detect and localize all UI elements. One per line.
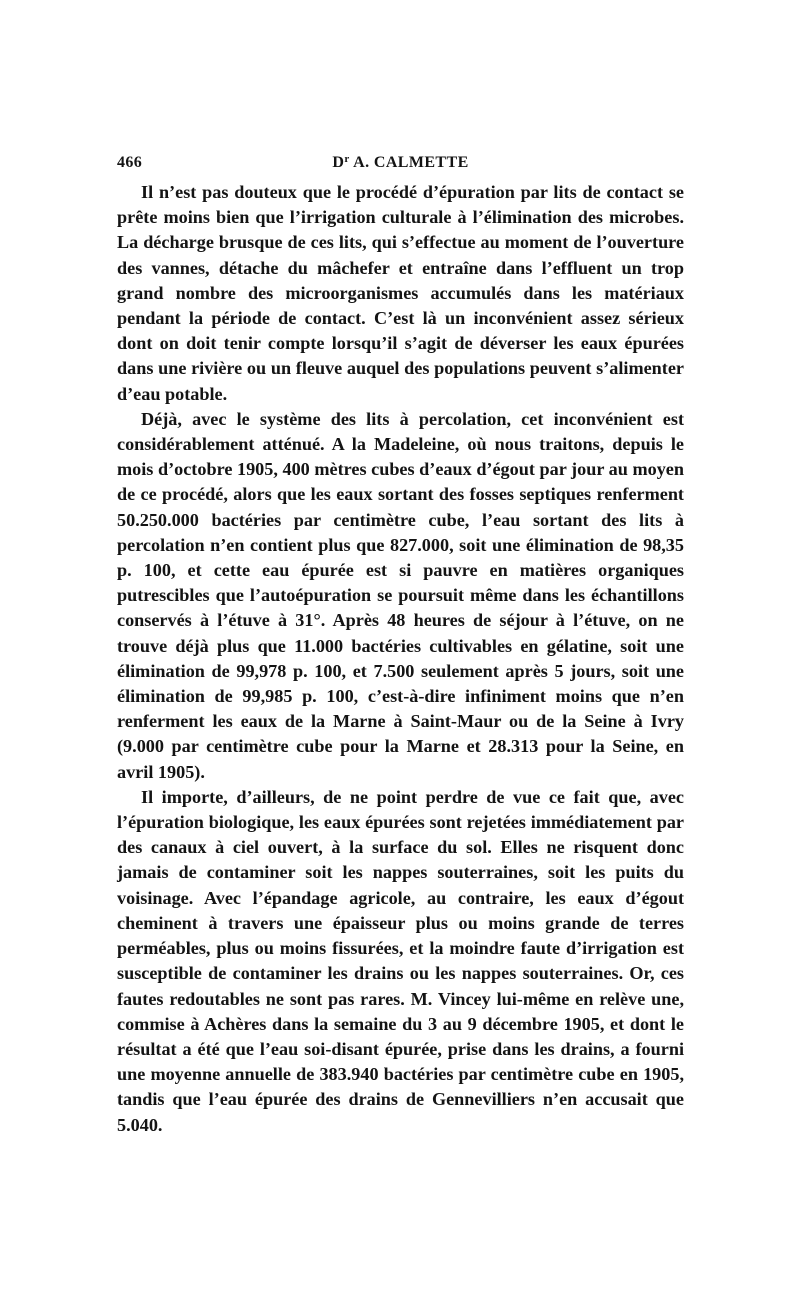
paragraph-percolation-beds: Déjà, avec le système des lits à percolation, cet inconvénient est considérablement atténué. A la Madeleine, où nous traitons, depuis le mois d’octobre 1905, 400 mètres cubes d’eaux d’égout par jour au moyen de ce procédé, alors que les eaux sortant des fosses septiques renferment 50.250.000 bactéries par centimètre cube, l’eau sortant des lits à percolation n’en contient plus que 827.000, soit une élimination de 98,35 p. 100, et cette eau épurée est si pauvre en matières organiques putrescibles que l’autoépuration se poursuit même dans les échantillons conservés à l’étuve à 31°. Après 48 heures de séjour à l’étuve, on ne trouve déjà plus que 11.000 bactéries cultivables en gélatine, soit une élimination de 99,978 p. 100, et 7.500 seulement après 5 jours, soit une élimination de 99,985 p. 100, c’est-à-dire infiniment moins que n’en renferment les eaux de la Marne à Saint-Maur ou de la Seine à Ivry (9.000 par centimètre cube pour la Marne et 28.313 pour la Seine, en avril 1905). <box>117 408 684 782</box>
author-superscript: r <box>344 153 350 165</box>
paragraph-contact-beds: Il n’est pas douteux que le procédé d’épuration par lits de contact se prête moins bien que l’irrigation culturale à l’élimination des microbes. La décharge brusque de ces lits, qui s’effectue au moment de l’ouverture des vannes, détache du mâchefer et entraîne dans l’effluent un trop grand nombre des microorganismes accumulés dans les matériaux pendant la période de contact. C’est là un inconvénient assez sérieux dont on doit tenir compte lorsqu’il s’agit de déverser les eaux épurées dans une rivière ou un fleuve auquel des populations peuvent s’alimenter d’eau potable. <box>117 182 684 404</box>
book-page <box>117 148 684 1138</box>
running-head <box>117 148 684 178</box>
author-prefix: D <box>332 154 345 171</box>
body-text <box>117 180 684 1138</box>
running-title <box>117 154 684 172</box>
author-name: A. CALMETTE <box>349 154 469 171</box>
paragraph-agricultural-spreading: Il importe, d’ailleurs, de ne point perdre de vue ce fait que, avec l’épuration biologique, les eaux épurées sont rejetées immédiatement par des canaux à ciel ouvert, à la surface du sol. Elles ne risquent donc jamais de contaminer soit les nappes souterraines, soit les puits du voisinage. Avec l’épandage agricole, au contraire, les eaux d’égout cheminent à travers une épaisseur plus ou moins grande de terres perméables, plus ou moins fissurées, et la moindre faute d’irrigation est susceptible de contaminer les drains ou les nappes souterraines. Or, ces fautes redoutables ne sont pas rares. M. Vincey lui-même en relève une, commise à Achères dans la semaine du 3 au 9 décembre 1905, et dont le résultat a été que l’eau soi-disant épurée, prise dans les drains, a fourni une moyenne annuelle de 383.940 bactéries par centimètre cube en 1905, tandis que l’eau épurée des drains de Gennevilliers n’en accusait que 5.040. <box>117 786 684 1135</box>
page-number: 466 <box>117 154 143 171</box>
